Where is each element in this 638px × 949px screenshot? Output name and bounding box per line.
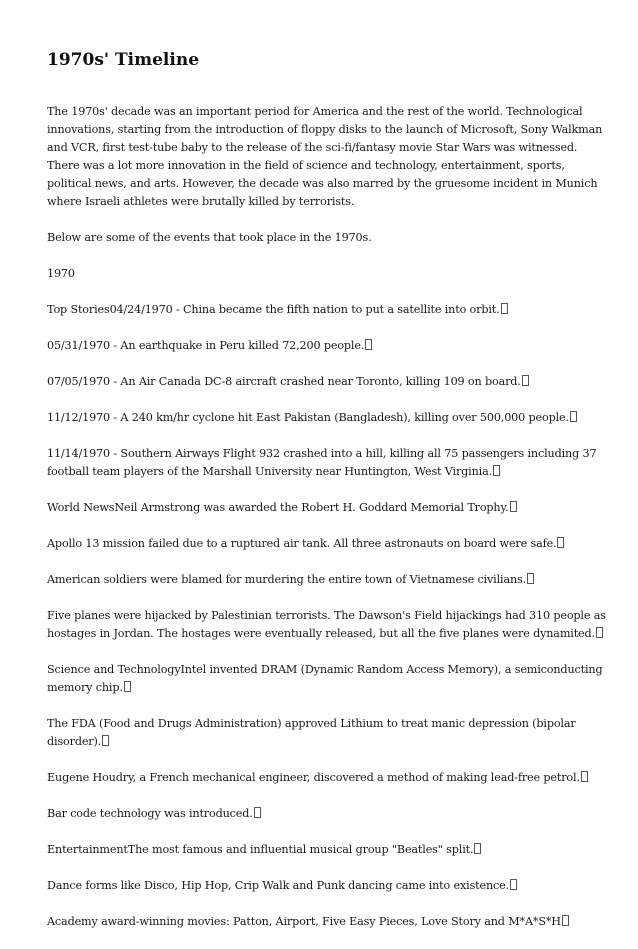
missing-glyph-icon (365, 339, 372, 350)
event-item (47, 805, 607, 823)
event-line: EntertainmentThe most famous and influential musical group "Beatles" split. (47, 841, 607, 859)
page-title: 1970s' Timeline (47, 50, 200, 70)
event-line: hostages in Jordan. The hostages were eventually released, but all the five planes were dynamited. (47, 625, 607, 643)
missing-glyph-icon (527, 573, 534, 584)
intro-line: where Israeli athletes were brutally killed by terrorists. (47, 195, 355, 208)
event-line: American soldiers were blamed for murdering the entire town of Vietnamese civilians. (47, 571, 607, 589)
event-item (47, 913, 607, 931)
intro-line: The 1970s' decade was an important period for America and the rest of the world. Technological (47, 105, 583, 118)
event-line: Dance forms like Disco, Hip Hop, Crip Walk and Punk dancing came into existence. (47, 877, 607, 895)
event-item (47, 571, 607, 589)
event-item (47, 337, 607, 355)
event-list (47, 301, 607, 931)
missing-glyph-icon (562, 915, 569, 926)
event-item (47, 769, 607, 787)
intro-line: political news, and arts. However, the decade was also marred by the gruesome incident in Munich (47, 177, 598, 190)
event-line: 05/31/1970 - An earthquake in Peru killed 72,200 people. (47, 337, 607, 355)
event-line: Apollo 13 mission failed due to a ruptured air tank. All three astronauts on board were safe. (47, 535, 607, 553)
missing-glyph-icon (522, 375, 529, 386)
intro-line: There was a lot more innovation in the field of science and technology, entertainment, sports, (47, 159, 565, 172)
event-line: The FDA (Food and Drugs Administration) approved Lithium to treat manic depression (bipolar (47, 717, 576, 730)
event-line: Eugene Houdry, a French mechanical engineer, discovered a method of making lead-free petrol. (47, 769, 607, 787)
event-line: memory chip. (47, 679, 607, 697)
event-item (47, 301, 607, 319)
missing-glyph-icon (581, 771, 588, 782)
event-line: 11/14/1970 - Southern Airways Flight 932 crashed into a hill, killing all 75 passengers including 37 (47, 447, 597, 460)
below-paragraph: Below are some of the events that took place in the 1970s. (47, 231, 372, 244)
event-item (47, 499, 607, 517)
event-line: 11/12/1970 - A 240 km/hr cyclone hit East Pakistan (Bangladesh), killing over 500,000 people. (47, 409, 607, 427)
event-item (47, 445, 607, 481)
event-line: football team players of the Marshall University near Huntington, West Virginia. (47, 463, 607, 481)
event-item (47, 373, 607, 391)
missing-glyph-icon (510, 879, 517, 890)
missing-glyph-icon (557, 537, 564, 548)
missing-glyph-icon (474, 843, 481, 854)
event-line: 07/05/1970 - An Air Canada DC-8 aircraft crashed near Toronto, killing 109 on board. (47, 373, 607, 391)
event-item (47, 409, 607, 427)
event-line: Five planes were hijacked by Palestinian terrorists. The Dawson's Field hijackings had 310 people as (47, 609, 606, 622)
event-item (47, 877, 607, 895)
year-heading: 1970 (47, 267, 75, 280)
missing-glyph-icon (102, 735, 109, 746)
intro-line: and VCR, first test-tube baby to the release of the sci-fi/fantasy movie Star Wars was witnessed. (47, 141, 578, 154)
event-line: disorder). (47, 733, 607, 751)
event-item (47, 661, 607, 697)
missing-glyph-icon (570, 411, 577, 422)
event-line: Academy award-winning movies: Patton, Airport, Five Easy Pieces, Love Story and M*A*S*H (47, 913, 607, 931)
event-item (47, 607, 607, 643)
event-line: World NewsNeil Armstrong was awarded the Robert H. Goddard Memorial Trophy. (47, 499, 607, 517)
document-page (47, 48, 607, 949)
intro-paragraph (47, 103, 607, 211)
event-item (47, 715, 607, 751)
missing-glyph-icon (124, 681, 131, 692)
missing-glyph-icon (493, 465, 500, 476)
missing-glyph-icon (501, 303, 508, 314)
missing-glyph-icon (254, 807, 261, 818)
event-item (47, 535, 607, 553)
event-line: Science and TechnologyIntel invented DRAM (Dynamic Random Access Memory), a semiconducting (47, 663, 603, 676)
event-item (47, 841, 607, 859)
intro-line: innovations, starting from the introduction of floppy disks to the launch of Microsoft, Sony Walkman (47, 123, 603, 136)
event-line: Top Stories04/24/1970 - China became the fifth nation to put a satellite into orbit. (47, 301, 607, 319)
missing-glyph-icon (596, 627, 603, 638)
missing-glyph-icon (510, 501, 517, 512)
event-line: Bar code technology was introduced. (47, 805, 607, 823)
